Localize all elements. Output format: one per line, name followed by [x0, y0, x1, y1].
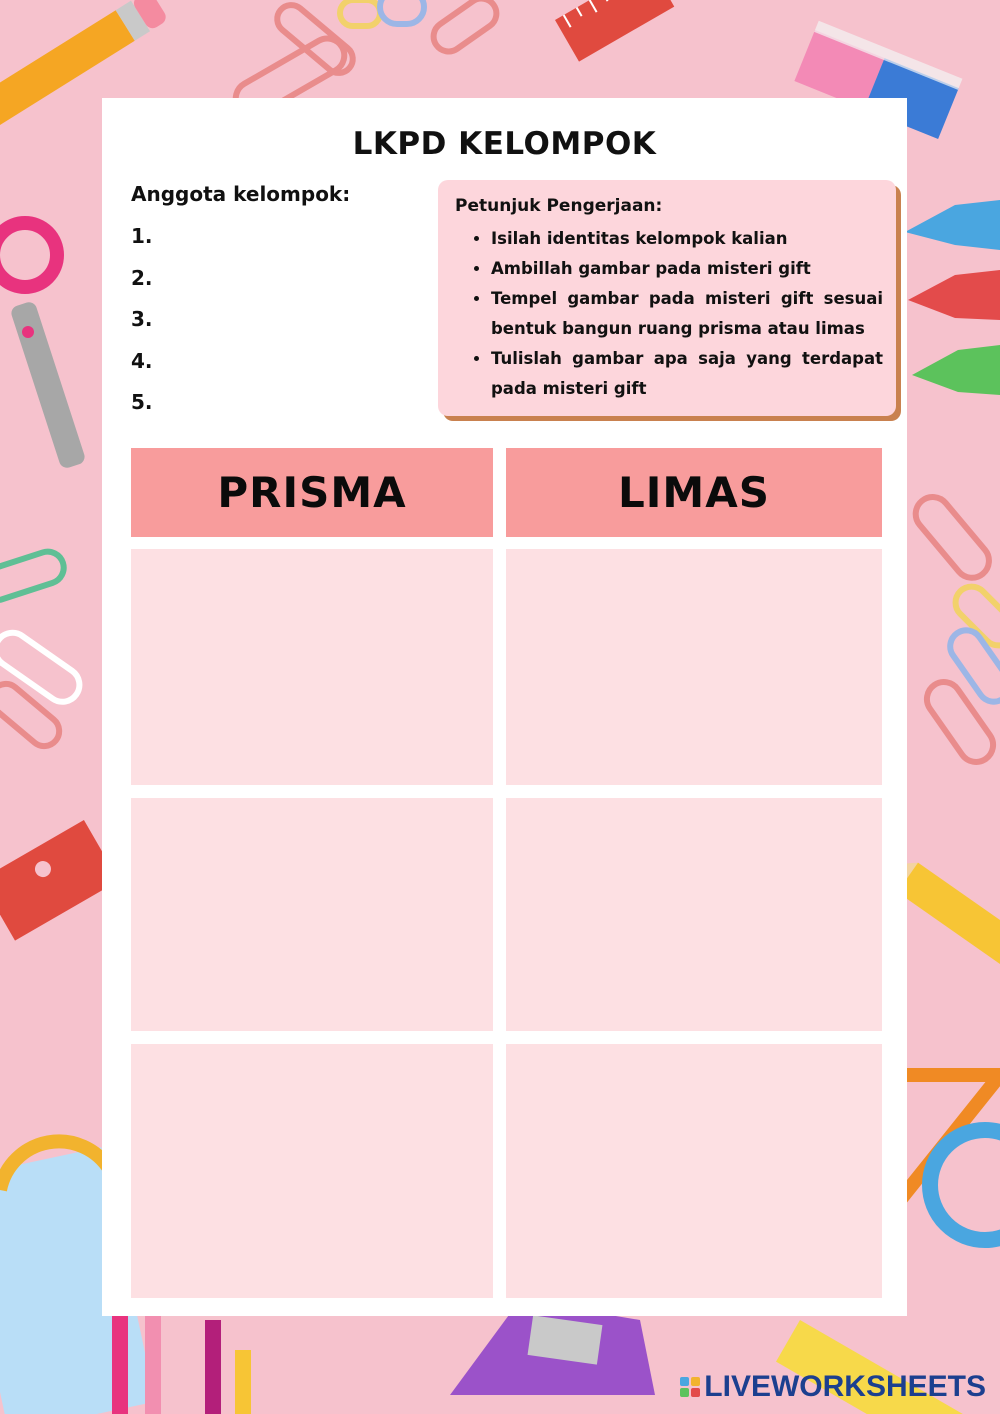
instructions-title: Petunjuk Pengerjaan: — [455, 196, 663, 216]
prisma-cell-2[interactable] — [131, 798, 493, 1031]
prisma-cell-1[interactable] — [131, 549, 493, 785]
column-header-limas: LIMAS — [506, 448, 882, 537]
instructions-list — [455, 224, 883, 404]
watermark — [680, 1370, 986, 1404]
instruction-item: • Isilah identitas kelompok kalian — [491, 224, 883, 254]
instruction-item: • Ambillah gambar pada misteri gift — [491, 254, 883, 284]
member-number-1: 1. — [131, 224, 153, 248]
scissors-icon — [0, 223, 87, 470]
limas-cell-1[interactable] — [506, 549, 882, 785]
member-number-2: 2. — [131, 265, 153, 290]
limas-cell-3[interactable] — [506, 1044, 882, 1298]
column-header-prisma: PRISMA — [131, 448, 493, 537]
page-title: LKPD KELOMPOK — [352, 126, 657, 162]
limas-cell-2[interactable] — [506, 798, 882, 1031]
members-label: Anggota kelompok: — [131, 182, 351, 206]
member-number-3: 3. — [131, 307, 153, 331]
instruction-item: • Tulislah gambar apa saja yang terdapat pada misteri gift — [491, 344, 883, 404]
member-list — [131, 224, 153, 432]
worksheet — [102, 98, 907, 1316]
crayon-icon — [905, 200, 1000, 395]
instructions-box — [438, 180, 896, 416]
prisma-cell-3[interactable] — [131, 1044, 493, 1298]
paperclip-icon — [909, 490, 1000, 769]
liveworksheets-logo-icon — [680, 1377, 700, 1397]
member-number-5: 5. — [131, 390, 153, 414]
paperclip-icon — [0, 547, 86, 752]
instruction-item: • Tempel gambar pada misteri gift sesuai bentuk bangun ruang prisma atau limas — [491, 284, 883, 344]
member-number-4: 4. — [131, 348, 153, 373]
watermark-text: LIVEWORKSHEETS — [704, 1370, 986, 1403]
ruler-icon — [555, 0, 674, 62]
